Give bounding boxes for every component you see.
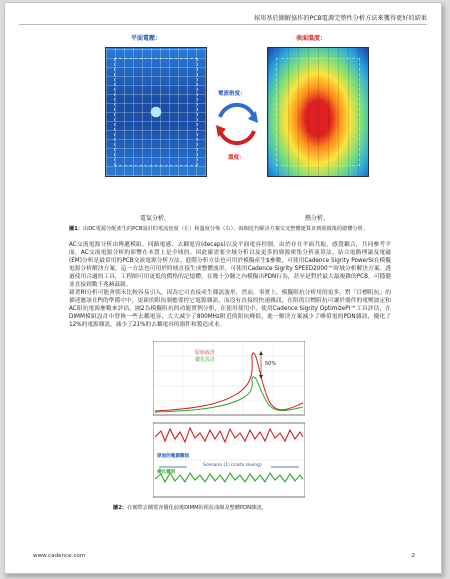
paragraph-impedance: 藉著RI分析可能會朝未比較容易引入，因為它可直接產生雜訊波形，然而，事實上，模擬阻抗分析用的更多，對「目標阻抗」的描述應該在PI的準備中中，更新的阻抗制應要控它電源雜訊，而沒有直接的快速雜訊，在阻的目標阻抗可讓於器件的電壓波定和AC阻抗電源參數來評估。圖2為模擬阻抗的功能實例分析，在使用使用中，使用Cadence Sigrity OptimizePI™工具評估，在DIMM模組設計中替換一些去耦電容，大大減少了800MHz附近的阻抗峰值，進一解決方案減少了峰值電的PDN雜訊，優化了12%的電源雜訊，減少了21%的去耦電容的器件和製造成本。 bbox=[69, 290, 391, 329]
temperature-cycle-label: 溫度： bbox=[228, 155, 245, 161]
page-number: 2 bbox=[411, 553, 415, 559]
figure-2-caption-text: 在實際去耦電容優化前後DIMM的阻抗曲線及整體PDN雜訊。 bbox=[127, 505, 267, 511]
document-page bbox=[4, 2, 442, 574]
current-density-cycle-label: 電流密度： bbox=[218, 91, 246, 97]
figure-2-caption bbox=[113, 505, 373, 512]
temperature-map bbox=[267, 47, 369, 177]
electrical-analysis-caption: 電氣分析。 bbox=[140, 215, 171, 222]
optimized-noise-label: 優化雜訊 bbox=[157, 470, 176, 475]
figure-2 bbox=[153, 341, 305, 499]
legend-original: 原始設計 bbox=[195, 350, 216, 356]
legend-optimized: 優化設計 bbox=[195, 357, 216, 363]
thermal-analysis-caption: 熱分析。 bbox=[305, 215, 330, 222]
reduction-label: 50% bbox=[265, 361, 277, 367]
iteration-cycle-icon bbox=[210, 97, 264, 151]
paragraph-ac-analysis: AC交流電源分析由傳遞模組、回路電感、去耦電容(decaps)以及平面電容控制，由於存在平面共振，感覺耦合，共同參考平面，AC交流電源分析的影響在本質上是全域的。因此確需要全域分析以及更多的資源密集分析演算法，結合電路理論及電磁(EM)分析是最常用的PCB交流電源分析方法。進階分析方法也可用於模擬產生$參數，可使用Cadence Sigrity PowerSI在模擬電源分析解決方案。這一方法也可用於時域直接生成整體波形，可使用Cadence Sigrity SPEED2000™時域分析解決方案。透過使用合適的工具，工程師可用更低的價格的記憶體，在幾十分鐘之內模擬出PDN行為，甚至是對於最大最複雜的PCB，可穩健並直接到數千兆赫茲級。 bbox=[69, 242, 391, 289]
figure-2-number: 圖2： bbox=[113, 505, 127, 511]
figure-1-number: 圖1： bbox=[69, 226, 83, 232]
current-density-map bbox=[105, 47, 207, 177]
scenario-label: Scenario (1) (costs saving) bbox=[203, 463, 262, 468]
footer-url: www.cadence.com bbox=[33, 553, 86, 559]
original-noise-label: 原始的電源雜訊 bbox=[157, 454, 190, 459]
figure-1-caption-text: 由DC電源分配產生的PCB設計的電流密度（左）和溫度分佈（右），兩個迭代解決方案交叉整體運算直到收斂後的總體分析。 bbox=[83, 226, 369, 232]
impedance-and-noise-plots bbox=[153, 341, 305, 499]
figure-1 bbox=[5, 25, 443, 225]
surface-temp-label: 表面溫度： bbox=[296, 35, 327, 42]
figure-1-caption bbox=[69, 226, 389, 233]
plane-voltage-label: 平面電壓： bbox=[131, 35, 162, 42]
running-header: 採用基於圖解協作的PCB電源完整性分析方法來獲得更好的結果 bbox=[253, 15, 427, 22]
